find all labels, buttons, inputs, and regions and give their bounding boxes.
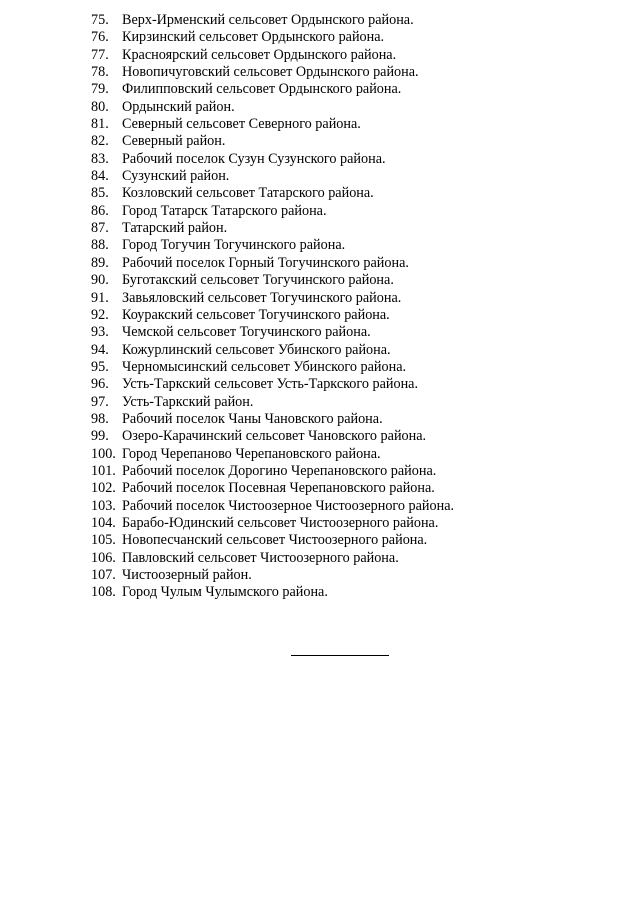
item-number: 82. (91, 133, 109, 150)
item-text: Рабочий поселок Посевная Черепановского района. (122, 480, 435, 497)
list-item (91, 394, 454, 411)
list-item (91, 185, 454, 202)
list-item (91, 359, 454, 376)
item-text: Рабочий поселок Чаны Чановского района. (122, 410, 383, 427)
list-item (91, 307, 454, 324)
item-text: Город Черепаново Черепановского района. (122, 445, 381, 462)
item-text: Рабочий поселок Дорогино Черепановского района. (122, 462, 437, 479)
list-item (91, 12, 454, 29)
item-number: 92. (91, 306, 109, 323)
item-text: Рабочий поселок Чистоозерное Чистоозерного района. (122, 497, 455, 514)
item-number: 86. (91, 202, 109, 219)
list-item (91, 411, 454, 428)
item-text: Ордынский район. (122, 98, 235, 115)
item-text: Кирзинский сельсовет Ордынского района. (122, 29, 385, 46)
item-text: Рабочий поселок Горный Тогучинского района. (122, 254, 409, 271)
item-number: 95. (91, 358, 109, 375)
item-text: Новопесчанский сельсовет Чистоозерного района. (122, 532, 428, 549)
item-text: Чемской сельсовет Тогучинского района. (122, 324, 371, 341)
list-item (91, 498, 454, 515)
list-item (91, 515, 454, 532)
item-text: Усть-Таркский сельсовет Усть-Таркского района. (122, 376, 419, 393)
item-text: Город Татарск Татарского района. (122, 202, 327, 219)
item-number: 77. (91, 46, 109, 63)
item-text: Кожурлинский сельсовет Убинского района. (122, 341, 391, 358)
list-item (91, 584, 454, 601)
list-item (91, 324, 454, 341)
list-item (91, 116, 454, 133)
item-number: 97. (91, 393, 109, 410)
list-item (91, 29, 454, 46)
item-number: 85. (91, 185, 109, 202)
item-number: 80. (91, 98, 109, 115)
item-number: 104. (91, 514, 116, 531)
list-item (91, 272, 454, 289)
item-text: Усть-Таркский район. (122, 393, 254, 410)
item-number: 78. (91, 64, 109, 81)
list-item (91, 81, 454, 98)
item-number: 76. (91, 29, 109, 46)
item-number: 100. (91, 445, 116, 462)
list-item (91, 567, 454, 584)
list-item (91, 133, 454, 150)
item-text: Татарский район. (122, 220, 228, 237)
item-text: Барабо-Юдинский сельсовет Чистоозерного района. (122, 514, 439, 531)
item-text: Озеро-Карачинский сельсовет Чановского района. (122, 428, 427, 445)
item-text: Чистоозерный район. (122, 567, 252, 583)
item-number: 108. (91, 584, 116, 601)
item-text: Коуракский сельсовет Тогучинского района. (122, 306, 390, 323)
item-number: 83. (91, 150, 109, 167)
item-number: 102. (91, 480, 116, 497)
list-item (91, 203, 454, 220)
item-text: Новопичуговский сельсовет Ордынского района. (122, 64, 419, 81)
item-text: Павловский сельсовет Чистоозерного района. (122, 549, 399, 566)
item-number: 101. (91, 462, 116, 479)
item-number: 91. (91, 289, 109, 306)
item-text: Сузунский район. (122, 168, 230, 185)
list-item (91, 342, 454, 359)
item-number: 75. (91, 12, 109, 28)
list-item (91, 376, 454, 393)
item-text: Завьяловский сельсовет Тогучинского района. (122, 289, 402, 306)
item-number: 79. (91, 81, 109, 98)
closing-rule (291, 655, 389, 656)
item-number: 94. (91, 341, 109, 358)
list-item (91, 151, 454, 168)
item-text: Рабочий поселок Сузун Сузунского района. (122, 150, 386, 167)
item-number: 93. (91, 324, 109, 341)
list-item (91, 446, 454, 463)
list-item (91, 255, 454, 272)
item-number: 103. (91, 497, 116, 514)
list-item (91, 47, 454, 64)
item-number: 87. (91, 220, 109, 237)
item-text: Красноярский сельсовет Ордынского района. (122, 46, 397, 63)
list-item (91, 290, 454, 307)
item-text: Город Тогучин Тогучинского района. (122, 237, 346, 254)
item-text: Северный сельсовет Северного района. (122, 116, 361, 133)
item-number: 107. (91, 567, 116, 583)
item-number: 88. (91, 237, 109, 254)
list-item (91, 480, 454, 497)
list-item (91, 220, 454, 237)
list-item (91, 237, 454, 254)
list-item (91, 550, 454, 567)
item-text: Буготакский сельсовет Тогучинского района. (122, 272, 394, 289)
item-number: 90. (91, 272, 109, 289)
list-item (91, 463, 454, 480)
item-number: 89. (91, 254, 109, 271)
item-number: 106. (91, 549, 116, 566)
item-text: Северный район. (122, 133, 226, 150)
item-text: Козловский сельсовет Татарского района. (122, 185, 374, 202)
item-number: 81. (91, 116, 109, 133)
item-text: Филипповский сельсовет Ордынского района. (122, 81, 402, 98)
item-text: Город Чулым Чулымского района. (122, 584, 328, 601)
list-item (91, 99, 454, 116)
list-item (91, 428, 454, 445)
item-number: 96. (91, 376, 109, 393)
item-text: Черномысинский сельсовет Убинского района. (122, 358, 407, 375)
item-number: 84. (91, 168, 109, 185)
list-item (91, 64, 454, 81)
numbered-list (91, 12, 454, 602)
list-item (91, 532, 454, 549)
item-number: 99. (91, 428, 109, 445)
list-item (91, 168, 454, 185)
item-number: 98. (91, 410, 109, 427)
item-text: Верх-Ирменский сельсовет Ордынского района. (122, 12, 414, 28)
item-number: 105. (91, 532, 116, 549)
